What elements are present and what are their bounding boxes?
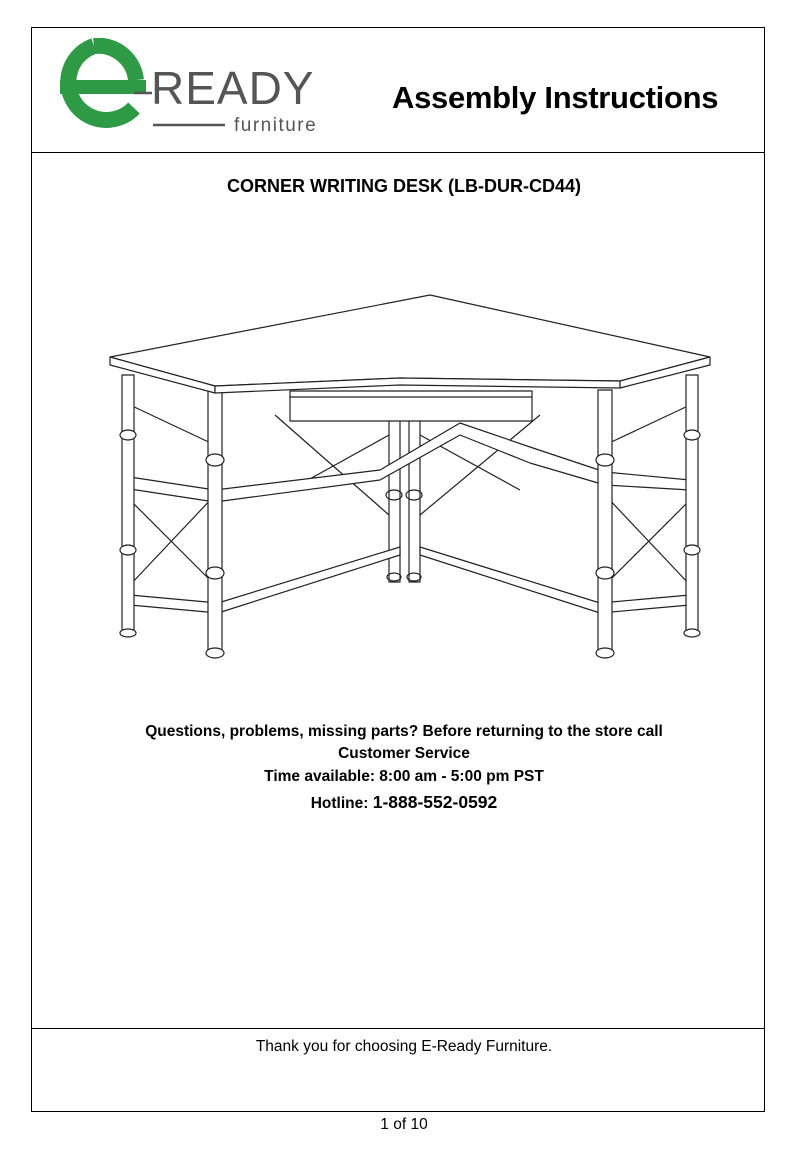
- logo-subtitle: furniture: [234, 115, 318, 136]
- page-number: 1 of 10: [380, 1116, 428, 1133]
- hotline-label: Hotline:: [310, 795, 369, 812]
- header-divider: [31, 152, 765, 153]
- thanks-message: Thank you for choosing E-Ready Furniture.: [255, 1038, 553, 1055]
- hotline: [0, 792, 808, 813]
- footer-divider: [31, 1028, 765, 1029]
- page-title: Assembly Instructions: [392, 80, 719, 115]
- corner-desk-illustration: [100, 285, 720, 670]
- e-ready-logo: [50, 38, 340, 138]
- contact-line-3: Time available: 8:00 am - 5:00 pm PST: [264, 768, 544, 785]
- contact-line-2: Customer Service: [338, 745, 470, 762]
- product-name: CORNER WRITING DESK (LB-DUR-CD44): [227, 176, 581, 196]
- hotline-number[interactable]: 1-888-552-0592: [372, 792, 498, 812]
- contact-line-1: Questions, problems, missing parts? Before returning to the store call: [145, 723, 663, 740]
- logo-wordmark: READY: [151, 62, 315, 114]
